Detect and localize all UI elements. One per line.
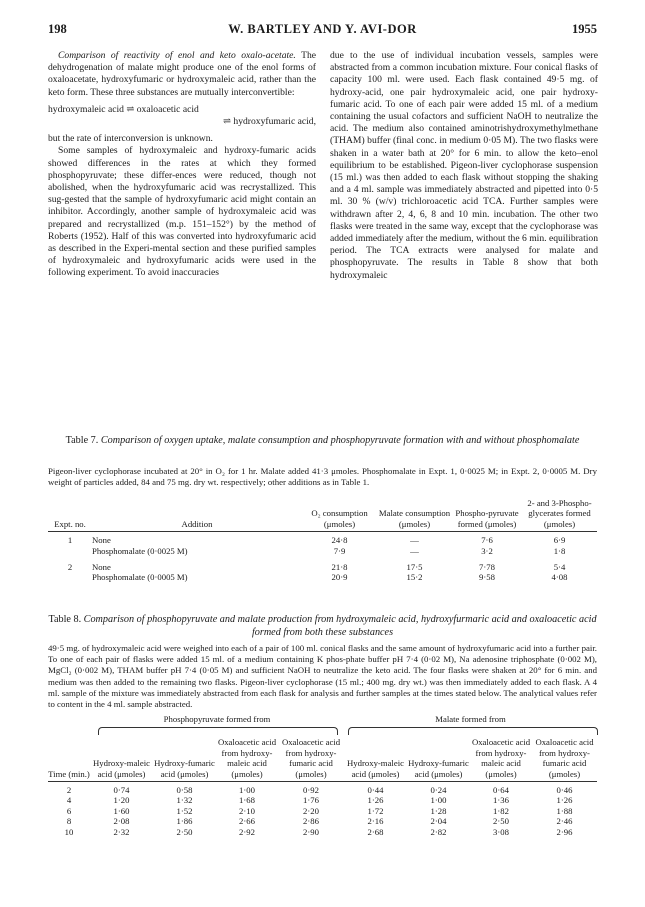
table7-header-phosphopyruvate: Phospho-pyruvate formed (μmoles) — [452, 498, 522, 532]
table7-cell: 6·9 — [553, 535, 566, 546]
paragraph-samples: Some samples of hydroxymaleic and hydroxy-fumaric acids showed differences in the rates at which they formed phosphopyruvate; these differ-ences were reduced, though not abolished, when the hydroxyfumaric acid was recrystallized. This sug-gested that the sample of hydroxyfumaric acid might contain an inhibitor. Accordingly, another sample of hydroxymaleic acid was prepared and recrystallized (m.p. 151–152°) by the method of Roberts (1952). Half of this was converted into hydroxyfumaric acid as described in the Experi-mental section and these purified samples of hydroxymaleic and hydroxyfumaric acids were used in the following experiment. To avoid inaccuracies — [48, 145, 316, 279]
table7-cell: 15·2 — [406, 572, 423, 583]
table8-header-pp-hydroxymaleic: Hydroxy-maleic acid (μmoles) — [90, 737, 153, 781]
table8-cell: 2·20 — [303, 805, 319, 816]
table7-cell: 7·9 — [333, 545, 346, 556]
table8-cell: 1·52 — [176, 805, 193, 816]
table-row — [48, 795, 597, 805]
table7-header-expt: Expt. no. — [48, 498, 92, 532]
table8-cell: 0·92 — [303, 785, 319, 796]
paragraph-text: The dehydrogenation of malate might produce one of the enol forms of oxaloacetate, hydroxyfumaric or hydroxymaleic acid, rather than the keto form. These three substances are mutually interconvertible: — [48, 50, 316, 98]
table8-brace-spacer-row — [48, 725, 597, 737]
table8-note: 49·5 mg. of hydroxymaleic acid were weighed into each of a pair of 100 ml. conical flasks and the same amount of hydroxyfumaric acid into a further pair. To one of each pair of flasks were added 15 ml. of a medium containing K phos-phate buffer pH 7·4 (0·02 M), Na adenosine triphosphate (0·002 M), MgCl₂ (0·002 M), THAM buffer pH 7·4 (0·05 M) and sufficient NaOH to neutralize the keto acid. The four flasks were shaken at 20° for 6 min. and medium was then added to the remaining two flasks. Pigeon-liver cyclophorase (15 ml.; 400 mg. dry wt.) was then immediately added to each flask. A 4 ml. sample of the mixture was immediately abstracted from each flask for analysis and further samples at the times stated below. The analytical values refer to content in the 4 ml. sample abstracted. — [48, 643, 597, 710]
table8-title: Comparison of phosphopyruvate and malate production from hydroxymaleic acid, hydroxyfurmaric acid and oxaloacetic acid formed from both these substances — [83, 614, 597, 638]
equation-line-1: hydroxymaleic acid ⇌ oxaloacetic acid — [48, 103, 199, 115]
table8-cell: 1·20 — [113, 795, 130, 806]
table8-header-pp-hydroxyfumaric: Hydroxy-fumaric acid (μmoles) — [153, 737, 216, 781]
table8-cell: 2·46 — [556, 816, 573, 827]
section-heading: Comparison of reactivity of enol and keto oxalo-acetate. — [58, 50, 296, 61]
table8-cell: 0·74 — [113, 785, 130, 796]
table7-cell: 24·8 — [331, 535, 348, 546]
table8-header-pp-oa-hydroxymaleic: Oxaloacetic acid from hydroxy-maleic acid (μmoles) — [216, 737, 278, 781]
table8-cell: 1·28 — [430, 805, 447, 816]
table7-cell: — — [410, 545, 419, 556]
table8-group-spacer — [48, 714, 90, 725]
table8-cell: 0·64 — [493, 785, 509, 796]
table7-header-addition: Addition — [92, 498, 302, 532]
table8-header-mal-oa-hydroxyfumaric: Oxaloacetic acid from hydroxy-fumaric acid (μmoles) — [532, 737, 597, 781]
table7-cell: 7·6 — [481, 535, 493, 546]
table7-cell: 1·8 — [553, 545, 566, 556]
table8-cell: 2·66 — [239, 816, 255, 827]
table8-cell: 2·10 — [239, 805, 255, 816]
table-row — [48, 556, 597, 572]
table8-brace-spacer — [48, 725, 597, 737]
running-title: W. BARTLEY AND Y. AVI-DOR — [228, 22, 417, 36]
table8-cell: 1·72 — [367, 805, 384, 816]
table8-cell: 2·96 — [556, 826, 573, 837]
table8-cell: 2·04 — [430, 816, 447, 827]
table7-cell: 17·5 — [406, 562, 423, 573]
table8-cell: 2·92 — [239, 826, 255, 837]
table-row — [48, 532, 597, 546]
table8-cell: 2·90 — [303, 826, 319, 837]
table8-cell: 1·26 — [367, 795, 384, 806]
table7-cell: 21·8 — [331, 562, 348, 573]
table7-cell: 3·2 — [481, 545, 493, 556]
table8-cell: 2·82 — [430, 826, 447, 837]
table8-cell: 3·08 — [493, 826, 509, 837]
right-column — [330, 50, 598, 282]
table7-caption — [48, 434, 597, 447]
table8-group-malate: Malate formed from — [435, 714, 506, 724]
equation-line-2: ⇌ hydroxyfumaric acid, — [222, 116, 316, 128]
table8-cell: 1·86 — [176, 816, 193, 827]
table7-cell: 5·4 — [553, 562, 566, 573]
table8-group-row — [48, 714, 597, 725]
table-row — [48, 782, 597, 796]
table8-cell: 2·50 — [493, 816, 509, 827]
table7-note: Pigeon-liver cyclophorase incubated at 20° in O₂ for 1 hr. Malate added 41·3 μmoles. Phosphomalate in Expt. 1, 0·0025 M; in Expt. 2, 0·0005 M. Dry weight of particles added, 84 and 75 mg. dry wt. respectively; other additions as in Table 1. — [48, 466, 597, 488]
table7-header-glycerates: 2- and 3-Phospho-glycerates formed (μmoles) — [522, 498, 597, 532]
table8-cell: 1·00 — [239, 785, 255, 796]
table7-cell: — — [410, 535, 419, 546]
table8-cell: 4 — [66, 795, 72, 806]
table-row — [48, 546, 597, 556]
table8-cell: 2·86 — [303, 816, 319, 827]
table8-header-mal-hydroxymaleic: Hydroxy-maleic acid (μmoles) — [344, 737, 407, 781]
table7-cell: 9·58 — [479, 572, 495, 583]
equilibrium-equation — [48, 104, 316, 128]
table7-cell — [48, 572, 92, 582]
table8-group-phosphopyruvate: Phosphopyruvate formed from — [163, 714, 271, 724]
table7 — [48, 498, 597, 583]
table7-header-row — [48, 498, 597, 532]
table8-cell: 1·00 — [430, 795, 447, 806]
table8-cell: 2·16 — [367, 816, 384, 827]
table8-cell: 10 — [64, 826, 74, 837]
table8-cell: 1·82 — [493, 805, 509, 816]
table8-cell: 1·32 — [176, 795, 193, 806]
table7-cell: Phosphomalate (0·0005 M) — [92, 572, 188, 583]
table8-cell: 1·26 — [556, 795, 573, 806]
table7-cell — [48, 546, 92, 556]
table8-cell: 2·50 — [176, 826, 193, 837]
table8-cell: 2·32 — [113, 826, 130, 837]
table8-caption — [48, 613, 597, 639]
table7-title: Comparison of oxygen uptake, malate consumption and phosphopyruvate formation with and without phosphomalate — [100, 435, 580, 446]
page-number: 198 — [48, 22, 67, 36]
table7-label: Table 7. — [65, 435, 99, 446]
table7-cell: 1 — [67, 535, 73, 546]
table8-header-mal-oa-hydroxymaleic: Oxaloacetic acid from hydroxy-maleic acid (μmoles) — [470, 737, 532, 781]
table8-cell: 2 — [66, 785, 72, 796]
table8-cell: 8 — [66, 816, 72, 827]
table8-cell: 6 — [66, 805, 72, 816]
table8-header-pp-oa-hydroxyfumaric: Oxaloacetic acid from hydroxy-fumaric acid (μmoles) — [278, 737, 344, 781]
table7-cell: 7·78 — [479, 562, 495, 573]
table7-cell: 20·9 — [331, 572, 348, 583]
table7-cell: None — [92, 562, 111, 573]
paragraph-comparison — [48, 50, 316, 99]
table8-header-row — [48, 737, 597, 781]
table7-header-o2: O₂ consumption (μmoles) — [302, 498, 377, 532]
table8-header-time: Time (min.) — [48, 737, 90, 781]
table7-cell: 2 — [67, 562, 73, 573]
table8-cell: 1·88 — [556, 805, 573, 816]
table-row — [48, 572, 597, 582]
table-row — [48, 806, 597, 816]
left-column — [48, 50, 316, 280]
table8-cell: 2·68 — [367, 826, 384, 837]
table8-cell: 1·60 — [113, 805, 130, 816]
table8-cell: 0·58 — [176, 785, 193, 796]
table8 — [48, 714, 597, 837]
running-header — [48, 22, 597, 38]
table7-cell: Phosphomalate (0·0025 M) — [92, 545, 188, 556]
table8-cell: 2·08 — [113, 816, 130, 827]
publication-year: 1955 — [572, 22, 597, 36]
table8-cell: 1·36 — [493, 795, 509, 806]
table7-cell: 4·08 — [551, 572, 568, 583]
paragraph-method: due to the use of individual incubation vessels, samples were abstracted from a common incubation mixture. Four conical flasks of capacity 100 ml. were used. Each flask contained 49·5 mg. of hydroxy-acid, one pair hydroxymaleic acid, one pair hydroxy-fumaric acid. To one of each pair were added 15 ml. of a medium containing the usual cofactors and sufficient NaOH to neutralize the acid. The medium also contained aminotrishydroxymethylmethane (THAM) buffer (final conc. in medium 0·05 M). The two flasks were shaken in a water bath at 20° for 6 min. to allow the keto–enol equilibrium to be established. Pigeon-liver cyclophorase suspension (15 ml.) was then added to each flask without stopping the shaking and a 4 ml. sample was immediately abstracted and pipetted into 0·5 ml. 30 % (w/v) trichloroacetic acid TCA. Further samples were withdrawn after 2, 4, 6, 8 and 10 min. incubation. The other two flasks were treated in the same way, except that the cyclophorase was added immediately after the medium, without the 6 min. equilibration period. The TCA extracts were analysed for malate and phosphopyruvate. The results in Table 8 show that both hydroxymaleic — [330, 50, 598, 281]
table8-body — [48, 782, 597, 838]
table7-cell: None — [92, 535, 111, 546]
table8-cell: 0·24 — [430, 785, 447, 796]
paragraph-rate: but the rate of interconversion is unknown. — [48, 133, 213, 145]
table7-header-malate: Malate consumption (μmoles) — [377, 498, 452, 532]
table8-cell: 1·76 — [303, 795, 319, 806]
table8-cell: 1·68 — [239, 795, 255, 806]
table8-label: Table 8. — [48, 614, 82, 625]
table8-header-mal-hydroxyfumaric: Hydroxy-fumaric acid (μmoles) — [407, 737, 470, 781]
table-row — [48, 827, 597, 837]
table-row — [48, 816, 597, 826]
table8-cell: 0·44 — [367, 785, 384, 796]
table8-cell: 0·46 — [556, 785, 573, 796]
